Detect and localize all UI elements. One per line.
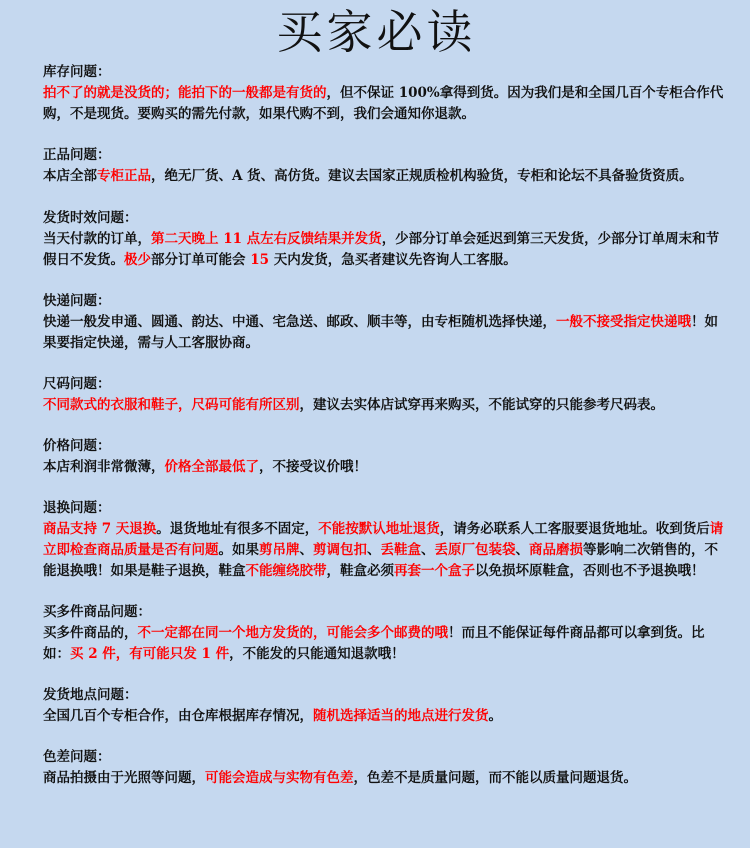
- section-heading: 色差问题：: [43, 749, 111, 765]
- highlight-text: 15: [250, 252, 269, 268]
- body-text: 。退货地址有很多不固定，: [156, 521, 319, 537]
- highlight-text: 请立即检查商品质量是否有问题: [43, 521, 724, 558]
- body-text: 部分订单可能会: [151, 252, 251, 268]
- highlight-text: 一般不接受指定快递哦: [556, 314, 691, 330]
- notice-sections: [43, 62, 730, 789]
- highlight-text: 不一定都在同一个地方发货的，可能会多个邮费的哦: [137, 625, 448, 641]
- body-text: ！如果要指定快递，需与人工客服协商。: [43, 314, 718, 351]
- highlight-text: 随机选择适当的地点进行发货: [313, 708, 489, 724]
- section-heading: 库存问题：: [43, 64, 111, 80]
- body-text: ！而且不能保证每件商品都可以拿到货。比如：: [43, 625, 705, 662]
- body-text: ，不接受议价哦！: [259, 459, 367, 475]
- body-text: 等影响二次销售的，不能退换哦！如果是鞋子退换，鞋盒: [43, 542, 718, 579]
- section-body: [43, 768, 730, 789]
- highlight-text: 再套一个盒子: [394, 563, 475, 579]
- highlight-text: 不能缠绕胶带: [245, 563, 327, 579]
- notice-section: [43, 685, 730, 727]
- body-text: ，建议去实体店试穿再来购买，不能试穿的只能参考尺码表。: [299, 397, 664, 413]
- highlight-text: 拍不了的就是没货的；能拍下的一般都是有货的: [43, 85, 327, 101]
- highlight-text: 丢原厂包装袋: [434, 542, 516, 558]
- notice-section: [43, 747, 730, 789]
- body-text: 当天付款的订单，: [43, 231, 151, 247]
- body-text: 本店利润非常微薄，: [43, 459, 165, 475]
- body-text: ，请务必联系人工客服要退货地址。收到货后: [439, 521, 710, 537]
- section-body: [43, 395, 730, 416]
- notice-section: [43, 291, 730, 354]
- section-body: [43, 229, 730, 271]
- body-text: 、: [421, 542, 435, 558]
- body-text: 、: [367, 542, 381, 558]
- body-text: 以免损坏原鞋盒，否则也不予退换哦！: [475, 563, 705, 579]
- body-text: ，少部分订单会延迟到第三天发货，少部分订单周末和节假日不发货。: [43, 231, 720, 268]
- body-text: 本店全部: [43, 168, 97, 184]
- section-heading: 正品问题：: [43, 147, 111, 163]
- highlight-text: 专柜正品: [97, 168, 151, 184]
- notice-section: [43, 374, 730, 416]
- body-text: 快递一般发申通、圆通、韵达、中通、宅急送、邮政、顺丰等，由专柜随机选择快递，: [43, 314, 556, 330]
- notice-section: [43, 208, 730, 271]
- section-heading: 退换问题：: [43, 500, 111, 516]
- highlight-text: 买 2 件，有可能只发 1 件: [70, 646, 230, 662]
- body-text: 天内发货，急买者建议先咨询人工客服。: [269, 252, 517, 268]
- section-body: [43, 166, 730, 187]
- notice-section: [43, 62, 730, 125]
- body-text: 、: [299, 542, 313, 558]
- body-text: 买多件商品的，: [43, 625, 138, 641]
- section-heading: 发货时效问题：: [43, 210, 138, 226]
- section-heading: 价格问题：: [43, 438, 111, 454]
- section-body: [43, 623, 730, 665]
- notice-section: [43, 145, 730, 187]
- highlight-text: 剪吊牌: [259, 542, 300, 558]
- section-heading: 买多件商品问题：: [43, 604, 151, 620]
- highlight-text: 第二天晚上 11 点左右反馈结果并发货: [151, 231, 382, 247]
- body-text: 、: [515, 542, 529, 558]
- body-text: ，但不保证 100%拿得到货。因为我们是和全国几百个专柜合作代购，不是现货。要购买的需先付款，如果代购不到，我们会通知你退款。: [43, 85, 724, 122]
- section-heading: 尺码问题：: [43, 376, 111, 392]
- highlight-text: 丢鞋盒: [380, 542, 421, 558]
- section-body: [43, 706, 730, 727]
- notice-section: [43, 498, 730, 582]
- highlight-text: 不同款式的衣服和鞋子，尺码可能有所区别: [43, 397, 300, 413]
- body-text: 。: [488, 708, 502, 724]
- section-body: [43, 83, 730, 125]
- notice-section: [43, 602, 730, 665]
- body-text: 商品拍摄由于光照等问题，: [43, 770, 205, 786]
- notice-section: [43, 436, 730, 478]
- highlight-text: 商品磨损: [529, 542, 583, 558]
- highlight-text: 商品支持 7 天退换: [43, 521, 157, 537]
- body-text: ，不能发的只能通知退款哦！: [229, 646, 405, 662]
- section-heading: 快递问题：: [43, 293, 111, 309]
- section-body: [43, 312, 730, 354]
- highlight-text: 剪调包扣: [313, 542, 367, 558]
- section-heading: 发货地点问题：: [43, 687, 138, 703]
- section-body: [43, 519, 730, 582]
- body-text: 。如果: [218, 542, 259, 558]
- highlight-text: 不能按默认地址退货: [318, 521, 440, 537]
- highlight-text: 极少: [124, 252, 151, 268]
- page-title: 买家必读: [276, 5, 477, 59]
- section-body: [43, 457, 730, 478]
- body-text: ，鞋盒必须: [326, 563, 394, 579]
- body-text: 全国几百个专柜合作，由仓库根据库存情况，: [43, 708, 313, 724]
- highlight-text: 价格全部最低了: [164, 459, 259, 475]
- body-text: ，色差不是质量问题，而不能以质量问题退货。: [353, 770, 637, 786]
- body-text: ，绝无厂货、A 货、高仿货。建议去国家正规质检机构验货，专柜和论坛不具备验货资质。: [151, 168, 693, 184]
- highlight-text: 可能会造成与实物有色差: [205, 770, 354, 786]
